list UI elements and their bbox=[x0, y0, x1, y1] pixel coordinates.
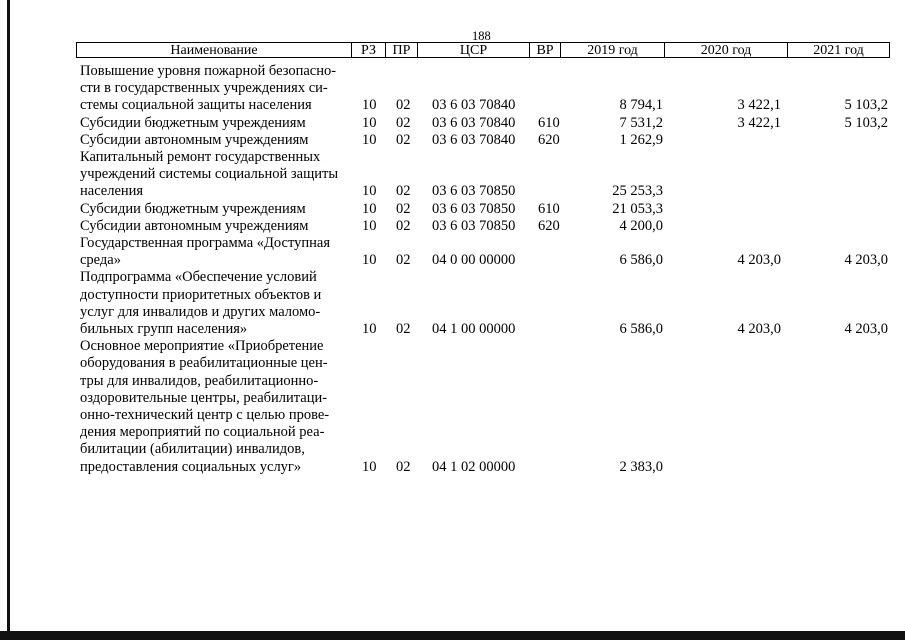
row-vr: 610 bbox=[538, 114, 560, 131]
row-pr: 02 bbox=[396, 321, 411, 337]
table-header bbox=[76, 42, 890, 58]
row-value-2021: 4 203,0 bbox=[844, 321, 888, 337]
row-rz: 10 bbox=[362, 321, 377, 337]
row-csr: 04 0 00 00000 bbox=[432, 252, 516, 269]
row-name-line: учреждений системы социальной защиты bbox=[80, 166, 339, 183]
page-frame-bottom-edge bbox=[0, 631, 905, 640]
row-name-line: сти в государственных учреждениях си- bbox=[80, 80, 328, 97]
row-pr: 02 bbox=[396, 252, 411, 269]
header-rz: РЗ bbox=[361, 43, 376, 58]
header-name: Наименование bbox=[170, 43, 258, 58]
row-csr: 03 6 03 70850 bbox=[432, 200, 516, 217]
row-name bbox=[80, 149, 352, 201]
row-name-line: населения bbox=[80, 183, 144, 200]
row-name bbox=[80, 269, 352, 338]
row-name-line: среда» bbox=[80, 252, 121, 269]
row-value-2019: 1 262,9 bbox=[619, 131, 663, 148]
header-vr: ВР bbox=[536, 43, 554, 58]
row-vr: 610 bbox=[538, 200, 560, 217]
row-name-line: Субсидии автономным учреждениям bbox=[80, 131, 309, 148]
header-2020: 2020 год bbox=[700, 43, 752, 58]
header-csr: ЦСР bbox=[459, 43, 488, 58]
row-name-line: билитации (абилитации) инвалидов, bbox=[80, 441, 305, 458]
row-value-2019: 4 200,0 bbox=[619, 217, 663, 234]
page-frame-left-edge bbox=[7, 0, 10, 640]
row-name-line: Субсидии бюджетным учреждениям bbox=[80, 114, 306, 131]
row-name-line: тры для инвалидов, реабилитационно- bbox=[80, 372, 319, 389]
row-name-line: Подпрограмма «Обеспечение условий bbox=[80, 269, 317, 286]
row-rz: 10 bbox=[362, 183, 377, 200]
row-value-2019: 6 586,0 bbox=[619, 252, 663, 269]
row-pr: 02 bbox=[396, 183, 411, 200]
row-csr: 04 1 02 00000 bbox=[432, 458, 516, 475]
row-pr: 02 bbox=[396, 200, 411, 217]
row-pr: 02 bbox=[396, 217, 411, 234]
row-name-line: оборудования в реабилитационные цен- bbox=[80, 355, 328, 372]
row-name bbox=[80, 201, 352, 218]
row-name-line: онно-технический центр с целью прове- bbox=[80, 407, 330, 423]
row-rz: 10 bbox=[362, 200, 377, 217]
row-value-2019: 7 531,2 bbox=[619, 114, 663, 131]
row-vr: 620 bbox=[538, 217, 560, 234]
row-csr: 03 6 03 70840 bbox=[432, 114, 516, 131]
row-name bbox=[80, 218, 352, 235]
row-name-line: Основное мероприятие «Приобретение bbox=[80, 338, 324, 355]
row-pr: 02 bbox=[396, 114, 411, 131]
row-csr: 03 6 03 70850 bbox=[432, 183, 516, 200]
row-value-2019: 2 383,0 bbox=[619, 458, 663, 475]
row-csr: 03 6 03 70850 bbox=[432, 217, 516, 234]
row-value-2019: 21 053,3 bbox=[612, 200, 663, 217]
row-name-line: бильных групп населения» bbox=[80, 321, 248, 337]
row-csr: 03 6 03 70840 bbox=[432, 97, 516, 114]
row-name-line: Субсидии бюджетным учреждениям bbox=[80, 200, 306, 217]
row-rz: 10 bbox=[362, 458, 377, 475]
row-rz: 10 bbox=[362, 114, 377, 131]
row-value-2021: 5 103,2 bbox=[844, 97, 888, 114]
header-pr: ПР bbox=[392, 43, 411, 58]
row-name-line: стемы социальной защиты населения bbox=[80, 97, 312, 114]
row-pr: 02 bbox=[396, 97, 411, 114]
row-value-2020: 3 422,1 bbox=[737, 97, 781, 114]
row-value-2021: 5 103,2 bbox=[844, 114, 888, 131]
row-pr: 02 bbox=[396, 131, 411, 148]
row-name-line: Повышение уровня пожарной безопасно- bbox=[80, 63, 337, 79]
row-rz: 10 bbox=[362, 217, 377, 234]
row-name-line: дения мероприятий по социальной реа- bbox=[80, 424, 325, 441]
row-name-line: Государственная программа «Доступная bbox=[80, 235, 330, 251]
header-2021: 2021 год bbox=[813, 43, 864, 58]
row-rz: 10 bbox=[362, 252, 377, 269]
row-rz: 10 bbox=[362, 97, 377, 114]
row-name-line: Субсидии автономным учреждениям bbox=[80, 217, 309, 234]
row-name-line: оздоровительные центры, реабилитаци- bbox=[80, 389, 328, 406]
row-name bbox=[80, 115, 352, 132]
row-name bbox=[80, 63, 352, 115]
row-pr: 02 bbox=[396, 458, 411, 475]
row-name-line: доступности приоритетных объектов и bbox=[80, 286, 322, 303]
row-name bbox=[80, 132, 352, 149]
row-value-2019: 25 253,3 bbox=[612, 183, 663, 200]
row-csr: 04 1 00 00000 bbox=[432, 321, 516, 337]
row-name bbox=[80, 338, 352, 476]
row-name-line: услуг для инвалидов и других маломо- bbox=[80, 303, 321, 320]
row-vr: 620 bbox=[538, 131, 560, 148]
row-value-2019: 8 794,1 bbox=[619, 97, 663, 114]
header-2019: 2019 год bbox=[587, 43, 638, 58]
row-value-2020: 4 203,0 bbox=[737, 252, 781, 269]
page-number: 188 bbox=[472, 29, 491, 43]
row-value-2021: 4 203,0 bbox=[844, 252, 888, 269]
row-csr: 03 6 03 70840 bbox=[432, 131, 516, 148]
row-rz: 10 bbox=[362, 131, 377, 148]
row-name-line: Капитальный ремонт государственных bbox=[80, 149, 321, 165]
row-name-line: предоставления социальных услуг» bbox=[80, 458, 302, 475]
row-name bbox=[80, 235, 352, 269]
row-value-2020: 4 203,0 bbox=[737, 321, 781, 337]
row-value-2019: 6 586,0 bbox=[619, 321, 663, 337]
row-value-2020: 3 422,1 bbox=[737, 114, 781, 131]
